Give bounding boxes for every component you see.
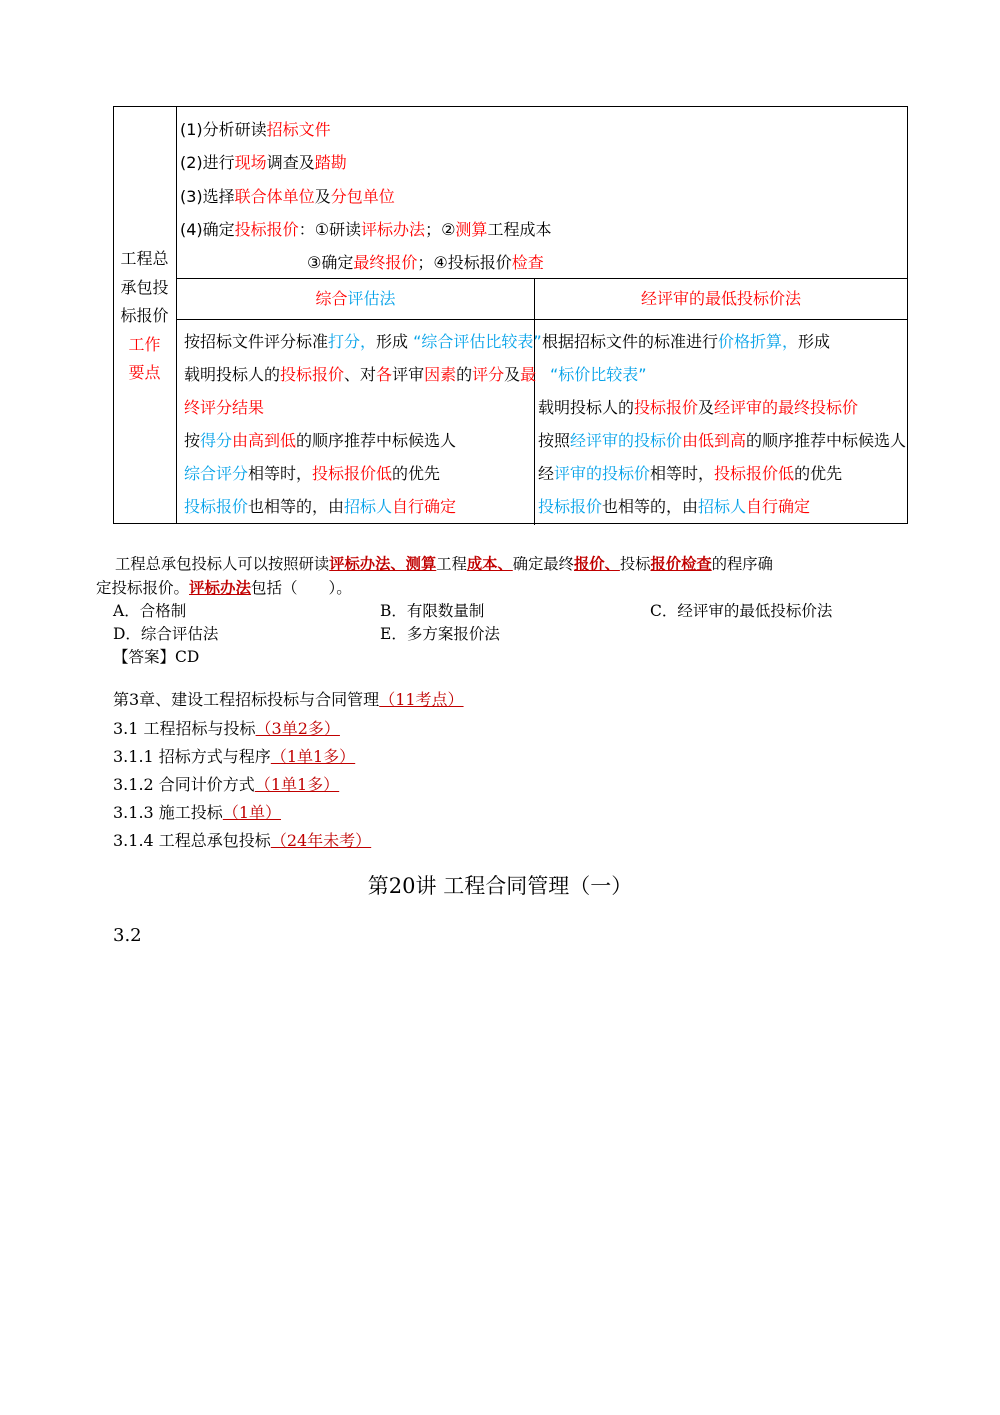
option-c: C．经评审的最低投标价法 [650,602,833,620]
option-a: A．合格制 [113,602,187,620]
header-comprehensive-evaluation: 综合评估法 [315,289,396,308]
toc-chapter-3: 第3章、建设工程招标投标与合同管理（11考点） [113,690,464,709]
step-2: (2)进行现场调查及踏勘 [180,153,347,172]
question-line-1: 工程总承包投标人可以按照研读评标办法、测算工程成本、确定最终报价、投标报价检查的程序确 [115,555,773,573]
left-line-1: 按招标文件评分标准打分，形成 “综合评估比较表” [184,332,542,351]
left-line-6: 投标报价也相等的，由招标人自行确定 [184,497,457,516]
bid-work-points-table [113,106,908,524]
toc-3-1: 3.1 工程招标与投标（3单2多） [113,719,340,738]
method-header-row [177,279,907,320]
left-line-4: 按得分由高到低的顺序推荐中标候选人 [184,431,457,450]
toc-3-1-4: 3.1.4 工程总承包投标（24年未考） [113,831,372,850]
right-line-5: 经评审的投标价相等时，投标报价低的优先 [538,464,843,483]
row-label: 工程总 承包投 标报价 工作 要点 [120,249,169,382]
right-line-6: 投标报价也相等的，由招标人自行确定 [538,497,811,516]
left-line-2: 载明投标人的投标报价、对各评审因素的评分及最 [184,365,537,384]
steps-cell [177,107,907,279]
question-line-2: 定投标报价。评标办法包括（ ）。 [96,578,352,597]
toc-3-1-1: 3.1.1 招标方式与程序（1单1多） [113,747,356,766]
left-line-3: 终评分结果 [184,398,265,417]
header-lowest-evaluated-price: 经评审的最低投标价法 [640,289,802,308]
toc-3-1-2: 3.1.2 合同计价方式（1单1多） [113,775,340,794]
section-heading-3-2: 3.2 [113,925,142,946]
right-line-2: “标价比较表” [550,365,647,384]
toc-3-1-3: 3.1.3 施工投标（1单） [113,803,281,822]
lecture-title: 第20讲 工程合同管理（一） [367,874,633,898]
column-divider [534,279,535,525]
right-line-1: 根据招标文件的标准进行价格折算，形成 [542,332,831,351]
answer: 【答案】CD [113,648,200,666]
option-d: D．综合评估法 [113,625,219,643]
step-4: (4)确定投标报价：①研读评标办法；②测算工程成本 [180,220,552,239]
right-line-4: 按照经评审的投标价由低到高的顺序推荐中标候选人 [538,431,907,450]
option-b: B．有限数量制 [380,602,485,620]
row-label-cell [114,107,177,523]
option-e: E．多方案报价法 [380,625,500,643]
left-line-5: 综合评分相等时，投标报价低的优先 [184,464,441,483]
step-1: (1)分析研读招标文件 [180,120,331,139]
step-3: (3)选择联合体单位及分包单位 [180,187,395,206]
step-4-continued: ③确定最终报价；④投标报价检查 [307,253,544,272]
right-line-3: 载明投标人的投标报价及经评审的最终投标价 [538,398,859,417]
